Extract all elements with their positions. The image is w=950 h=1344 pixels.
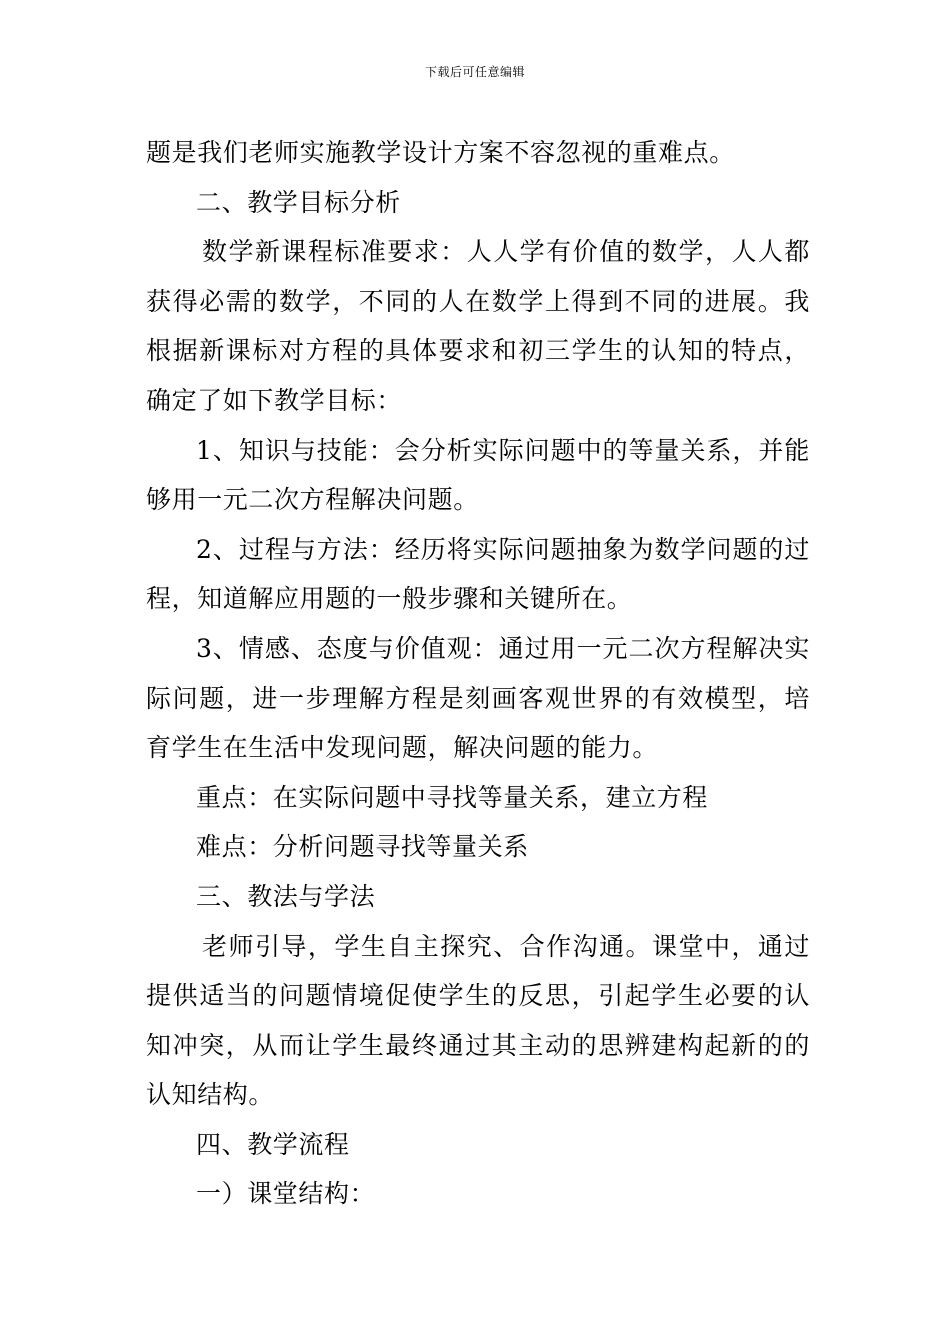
document-body [146, 128, 810, 1219]
paragraph-teaching-method: 老师引导，学生自主探究、合作沟通。课堂中，通过提供适当的问题情境促使学生的反思，引起学生必要的认知冲突，从而让学生最终通过其主动的思辨建构起新的的认知结构。 [146, 931, 810, 1110]
section-heading-objectives: 二、教学目标分析 [196, 187, 401, 217]
paragraph-continuation: 题是我们老师实施教学设计方案不容忽视的重难点。 [146, 138, 735, 167]
objective-process-method: 2、过程与方法：经历将实际问题抽象为数学问题的过程，知道解应用题的一般步骤和关键所在。 [146, 534, 810, 614]
page-header-note: 下载后可任意编辑 [424, 65, 525, 79]
section-heading-methods: 三、教法与学法 [196, 881, 376, 911]
subsection-heading-structure: 一）课堂结构： [196, 1179, 376, 1209]
objective-emotion-attitude: 3、情感、态度与价值观：通过用一元二次方程解决实际问题，进一步理解方程是刻画客观世界的有效模型，培育学生在生活中发现问题，解决问题的能力。 [146, 633, 810, 763]
key-point: 重点：在实际问题中寻找等量关系，建立方程 [196, 782, 709, 812]
objective-knowledge-skills: 1、知识与技能：会分析实际问题中的等量关系，并能够用一元二次方程解决问题。 [146, 435, 810, 515]
section-heading-process: 四、教学流程 [196, 1129, 350, 1159]
paragraph-curriculum-standard: 数学新课程标准要求：人人学有价值的数学，人人都获得必需的数学，不同的人在数学上得到不同的进展。我根据新课标对方程的具体要求和初三学生的认知的特点，确定了如下教学目标： [146, 237, 810, 415]
difficult-point: 难点：分析问题寻找等量关系 [196, 832, 529, 862]
